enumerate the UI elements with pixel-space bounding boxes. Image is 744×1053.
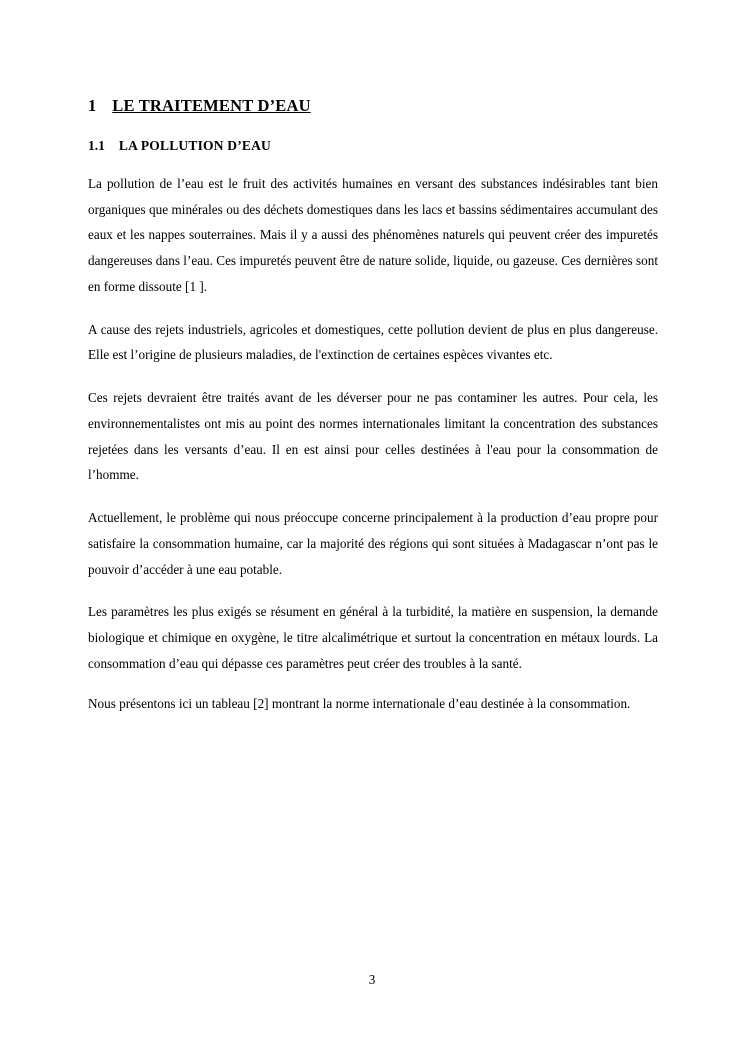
paragraph-5: Les paramètres les plus exigés se résument en général à la turbidité, la matière en suspension, la demande biologique et chimique en oxygène, le titre alcalimétrique et surtout la concentration en métaux lourds. La consommation d’eau qui dépasse ces paramètres peut créer des troubles à la santé. bbox=[88, 604, 658, 671]
paragraph-6: Nous présentons ici un tableau [2] montrant la norme internationale d’eau destinée à la consommation. bbox=[88, 696, 631, 712]
chapter-heading bbox=[88, 96, 658, 116]
section-title-text: LA POLLUTION D’EAU bbox=[118, 137, 271, 153]
paragraph-4: Actuellement, le problème qui nous préoccupe concerne principalement à la production d’eau propre pour satisfaire la consommation humaine, car la majorité des régions qui sont situées à Madagascar n’ont pas le pouvoir d’accéder à une eau potable. bbox=[88, 510, 658, 577]
paragraph-2: A cause des rejets industriels, agricoles et domestiques, cette pollution devient de plus en plus dangereuse. Elle est l’origine de plusieurs maladies, de l'extinction de certaines espèces vivantes etc. bbox=[88, 321, 658, 363]
page-content bbox=[88, 96, 658, 715]
chapter-number: 1 bbox=[88, 96, 97, 115]
section-number: 1.1 bbox=[88, 137, 105, 153]
chapter-title-text: LE TRAITEMENT D’EAU bbox=[112, 96, 311, 115]
paragraph-1: La pollution de l’eau est le fruit des activités humaines en versant des substances indésirables tant bien organiques que minérales ou des déchets domestiques dans les lacs et bassins sédimentaires accumulant des eaux et les nappes souterraines. Mais il y a aussi des phénomènes naturels qui peuvent créer des impuretés dangereuses dans l’eau. Ces impuretés peuvent être de nature solide, liquide, ou gazeuse. Ces dernières sont en forme dissoute [1 ]. bbox=[88, 175, 658, 294]
page-number: 3 bbox=[368, 972, 376, 987]
section-heading bbox=[88, 138, 658, 154]
paragraph-3: Ces rejets devraient être traités avant de les déverser pour ne pas contaminer les autres. Pour cela, les environnementalistes ont mis au point des normes internationales limitant la concentration des substances rejetées dans les versants d’eau. Il en est ainsi pour celles destinées à l'eau pour la consommation de l’homme. bbox=[88, 390, 658, 483]
